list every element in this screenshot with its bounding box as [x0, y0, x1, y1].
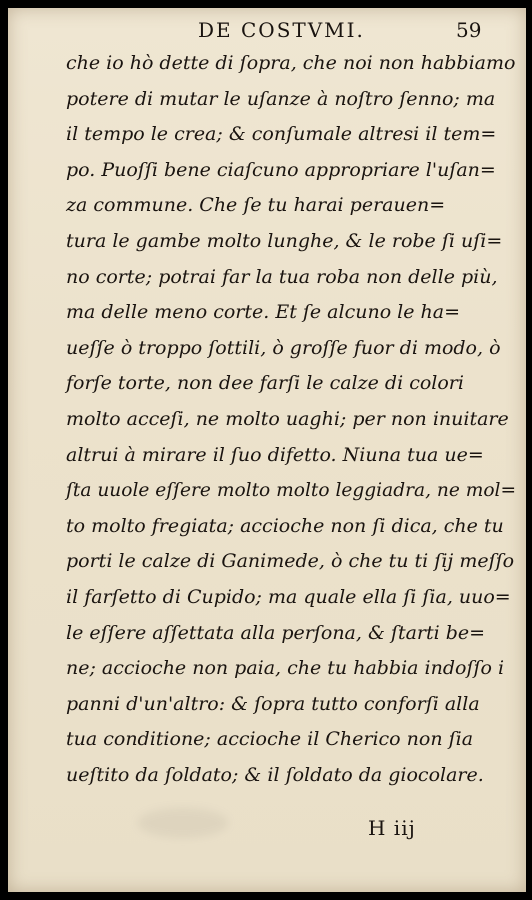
text-line: ueſſe ò troppo ſottili, ò groſſe fuor di modo, ò	[66, 336, 501, 359]
text-line: potere di mutar le uſanze à noſtro ſenno; ma	[66, 87, 496, 110]
body-text	[66, 46, 516, 793]
text-line: forſe torte, non dee farſi le calze di colori	[66, 372, 464, 395]
text-line: ma delle meno corte. Et ſe alcuno le ha=	[66, 301, 461, 324]
running-head: DE COSTVMI.	[198, 18, 365, 42]
text-line: ne; accioche non paia, che tu habbia indoſſo i	[66, 657, 505, 680]
book-page	[8, 8, 526, 892]
text-line: le eſſere aſſettata alla perſona, & ſtarti be=	[66, 621, 486, 644]
page-number: 59	[456, 18, 482, 42]
text-line: ſta uuole eſſere molto molto leggiadra, ne mol=	[66, 479, 517, 502]
page-header	[8, 14, 526, 44]
text-line: po. Puoſſi bene ciaſcuno appropriare l'uſan=	[66, 158, 496, 181]
text-line: molto acceſi, ne molto uaghi; per non inuitare	[66, 407, 509, 430]
text-line: tua conditione; accioche il Cherico non ſia	[66, 728, 474, 751]
text-line: za commune. Che ſe tu harai perauen=	[66, 194, 446, 217]
text-line: porti le calze di Ganimede, ò che tu ti ſij meſſo	[66, 550, 515, 573]
text-line: ueſtito da ſoldato; & il ſoldato da giocolare.	[66, 763, 484, 786]
text-line: il farſetto di Cupido; ma quale ella ſi ſia, uuo=	[66, 585, 511, 608]
text-line: altrui à mirare il ſuo difetto. Niuna tua ue=	[66, 443, 484, 466]
text-line: to molto fregiata; accioche non ſi dica, che tu	[66, 514, 504, 537]
text-line: il tempo le crea; & conſumale altresi il tem=	[66, 123, 497, 146]
text-line: che io hò dette di ſopra, che noi non habbiamo	[66, 52, 516, 74]
text-line: no corte; potrai far la tua roba non delle più,	[66, 265, 498, 288]
text-line: panni d'un'altro: & ſopra tutto conforſi alla	[66, 692, 480, 715]
paper-stain	[138, 808, 228, 838]
text-line: tura le gambe molto lunghe, & le robe ſi uſi=	[66, 229, 503, 252]
signature-mark: H iij	[368, 816, 416, 840]
